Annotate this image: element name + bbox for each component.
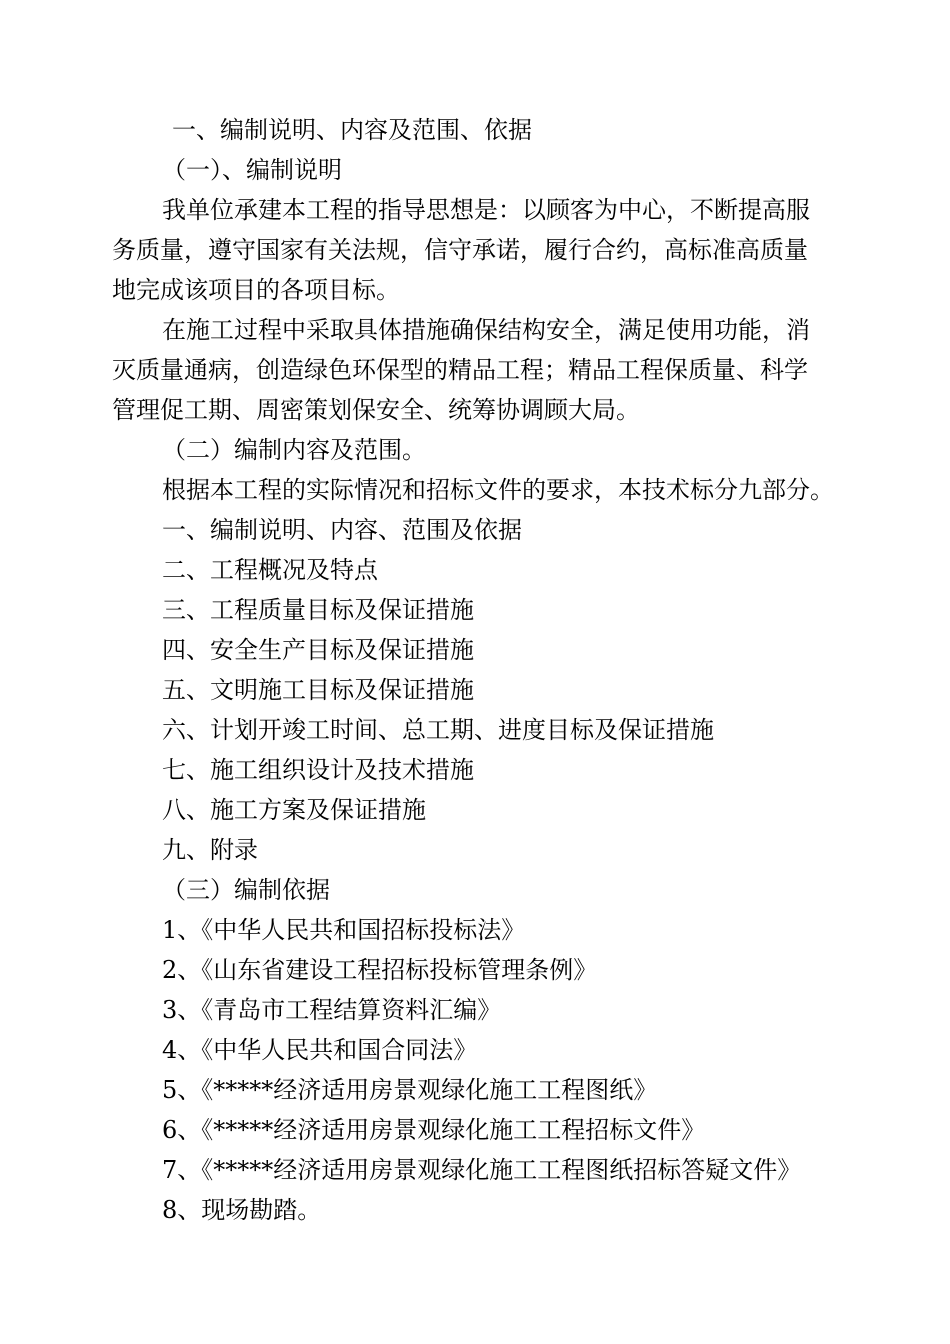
paragraph-line: 灭质量通病，创造绿色环保型的精品工程；精品工程保质量、科学 — [112, 356, 808, 384]
paragraph-line: 根据本工程的实际情况和招标文件的要求，本技术标分九部分。 — [162, 476, 834, 504]
subsection-heading-2: （二）编制内容及范围。 — [162, 436, 426, 464]
list-item: 二、工程概况及特点 — [162, 556, 378, 584]
list-item: 八、施工方案及保证措施 — [162, 796, 426, 824]
list-item: 七、施工组织设计及技术措施 — [162, 756, 474, 784]
list-item: 3、《青岛市工程结算资料汇编》 — [162, 996, 502, 1024]
list-item: 1、《中华人民共和国招标投标法》 — [162, 916, 526, 944]
paragraph-line: 我单位承建本工程的指导思想是：以顾客为中心，不断提高服 — [162, 196, 810, 224]
list-item: 6、《*****经济适用房景观绿化施工工程招标文件》 — [162, 1116, 706, 1144]
list-item: 一、编制说明、内容、范围及依据 — [162, 516, 522, 544]
subsection-heading-3: （三）编制依据 — [162, 876, 330, 904]
list-item: 8、现场勘踏。 — [162, 1196, 322, 1224]
list-item: 五、文明施工目标及保证措施 — [162, 676, 474, 704]
list-item: 7、《*****经济适用房景观绿化施工工程图纸招标答疑文件》 — [162, 1156, 802, 1184]
list-item: 六、计划开竣工时间、总工期、进度目标及保证措施 — [162, 716, 714, 744]
list-item: 4、《中华人民共和国合同法》 — [162, 1036, 478, 1064]
paragraph-line: 在施工过程中采取具体措施确保结构安全，满足使用功能，消 — [162, 316, 810, 344]
list-item: 5、《*****经济适用房景观绿化施工工程图纸》 — [162, 1076, 658, 1104]
paragraph-line: 地完成该项目的各项目标。 — [112, 276, 400, 304]
subsection-heading-1: （一）、编制说明 — [162, 156, 342, 184]
list-item: 三、工程质量目标及保证措施 — [162, 596, 474, 624]
list-item: 2、《山东省建设工程招标投标管理条例》 — [162, 956, 598, 984]
list-item: 四、安全生产目标及保证措施 — [162, 636, 474, 664]
paragraph-line: 管理促工期、周密策划保安全、统筹协调顾大局。 — [112, 396, 640, 424]
paragraph-line: 务质量，遵守国家有关法规，信守承诺，履行合约，高标准高质量 — [112, 236, 808, 264]
list-item: 九、附录 — [162, 836, 258, 864]
section-title: 一、编制说明、内容及范围、依据 — [172, 116, 532, 144]
